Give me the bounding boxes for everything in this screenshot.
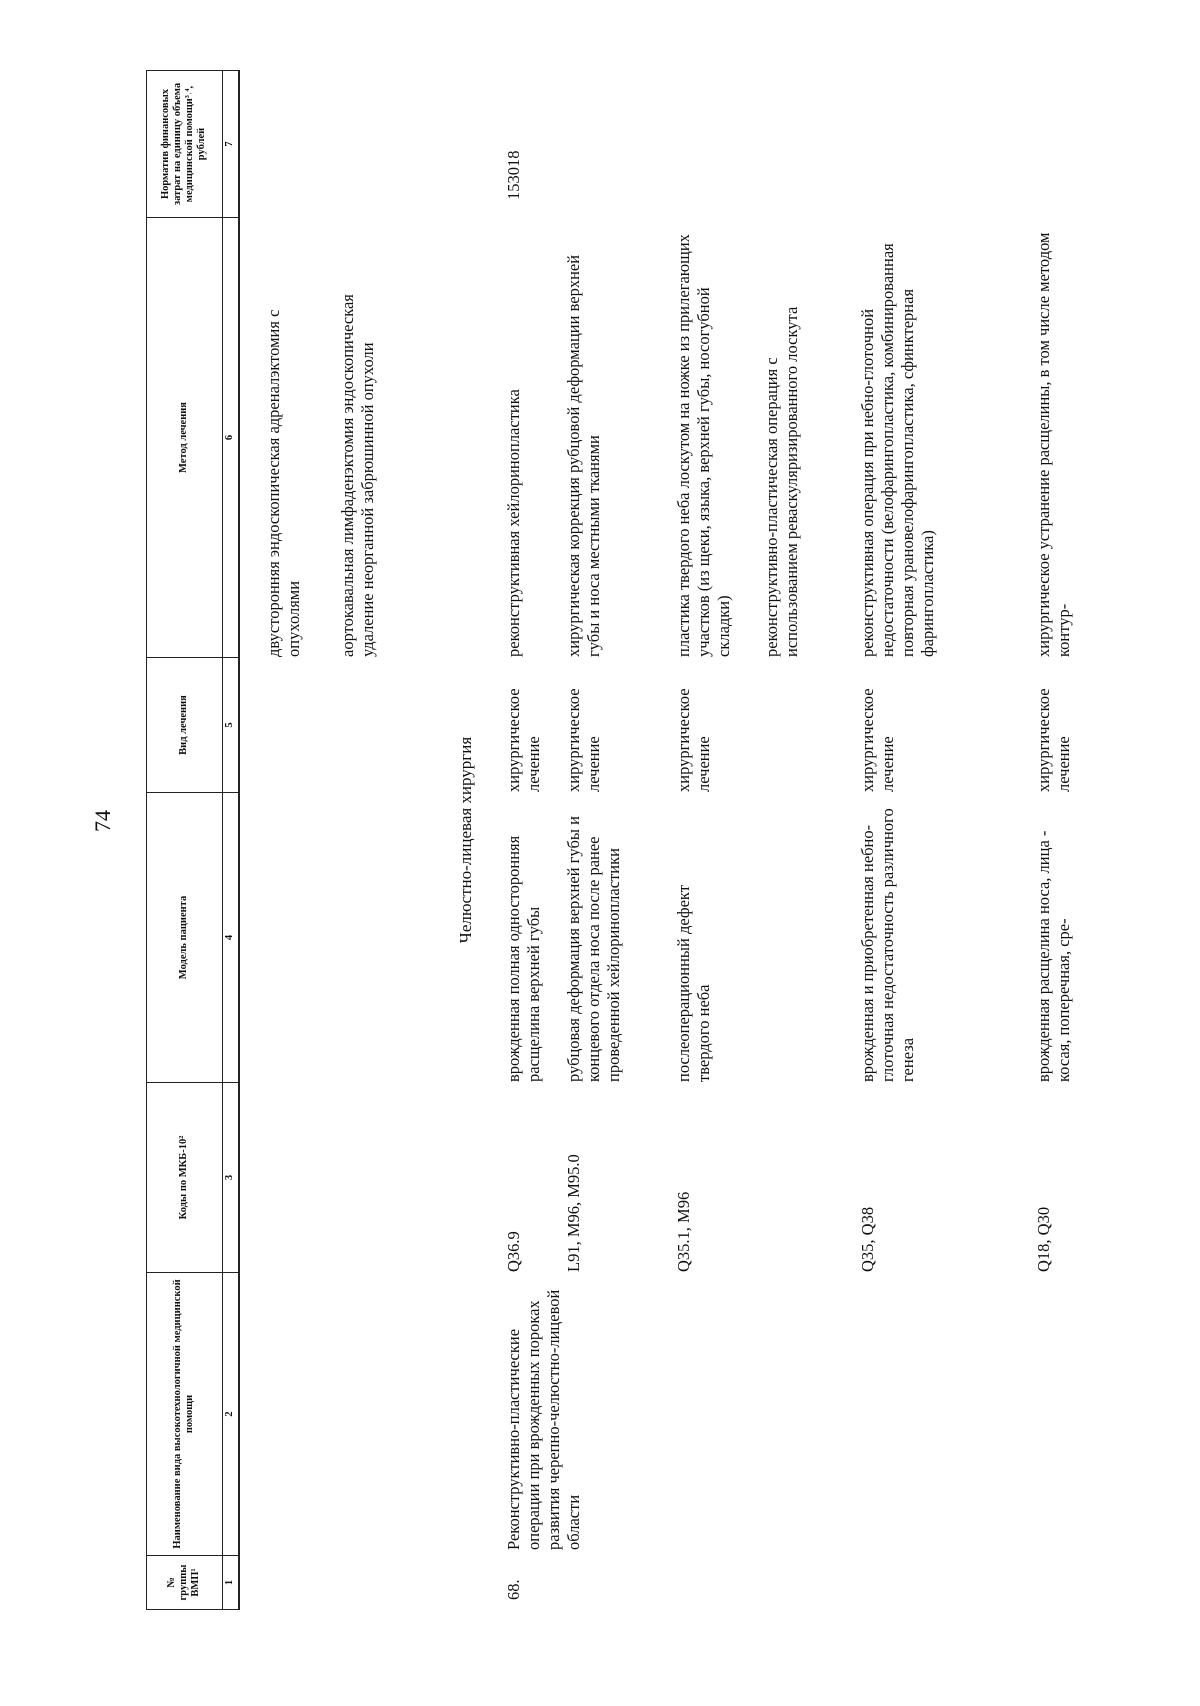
column-number-3: 3	[222, 1082, 238, 1272]
row-1-codes: Q36.9	[504, 1231, 523, 1272]
row-5-type: хирургическое лечение	[1034, 688, 1073, 792]
group-number: 68.	[504, 1579, 523, 1600]
row-1-method-1: реконструктивная хейлоринопластика	[504, 389, 523, 657]
row-3-type: хирургическое лечение	[674, 688, 713, 792]
row-5-codes: Q18, Q30	[1034, 1206, 1053, 1272]
header-treatment-type: Вид лечения	[146, 657, 222, 792]
row-5-method-1: хирургическое устранение расщелины, в том числе методом контур-	[1034, 232, 1073, 657]
row-5-model: врожденная расщелина носа, лица - косая, поперечная, сре-	[1034, 830, 1073, 1082]
column-number-6: 6	[222, 217, 238, 657]
row-3-model: послеоперационный дефект твердого неба	[674, 885, 713, 1082]
column-number-2: 2	[222, 1272, 238, 1555]
row-3-method-1: пластика твердого неба лоскутом на ножке из прилегающих участков (из щеки, языка, верхней губы, носогубной складки)	[674, 234, 733, 657]
header-group-number: № группы ВМП¹	[146, 1555, 222, 1610]
header-care-type-name: Наименование вида высокотехнологичной медицинской помощи	[146, 1272, 222, 1555]
row-3-method-2: реконструктивно-пластическая операция с использованием реваскуляризированного лоскута	[762, 306, 801, 657]
column-number-4: 4	[222, 792, 238, 1082]
cont-method-2: аортокавальная лимфаденэктомия эндоскопическая удаление неорганной забрюшинной опухоли	[338, 294, 377, 657]
section-title: Челюстно-лицевая хирургия	[456, 736, 475, 944]
page-number: 74	[90, 810, 115, 832]
row-4-model: врожденная и приобретенная небно-глоточная недостаточность различного генеза	[858, 808, 917, 1082]
header-icd-codes: Коды по МКБ-10²	[146, 1082, 222, 1272]
row-4-codes: Q35, Q38	[858, 1206, 877, 1272]
row-1-model: врожденная полная односторонняя расщелина верхней губы	[504, 835, 543, 1082]
column-number-1: 1	[222, 1555, 238, 1610]
row-2-codes: L91, M96, M95.0	[564, 1154, 583, 1272]
table-border-bottom	[238, 70, 240, 1610]
row-2-method-1: хирургическая коррекция рубцовой деформации верхней губы и носа местными тканями	[564, 254, 603, 657]
header-treatment-method: Метод лечения	[146, 217, 222, 657]
header-patient-model: Модель пациента	[146, 792, 222, 1082]
cont-method-1: двусторонняя эндоскопическая адреналэктомия с опухолями	[264, 309, 303, 657]
header-cost-norm: Норматив финансовых затрат на единицу объема медицинской помощи³˒⁴, рублей	[146, 70, 222, 217]
rotated-table	[146, 70, 1146, 1610]
row-2-type: хирургическое лечение	[564, 688, 603, 792]
group-cost: 153018	[504, 150, 523, 200]
group-name: Реконструктивно-пластические операции при врожденных пороках развития черепно-челюстно-лицевой области	[504, 1289, 583, 1550]
row-2-model: рубцовая деформация верхней губы и концевого отдела носа после ранее проведенной хейлоринопластики	[564, 816, 623, 1082]
row-4-type: хирургическое лечение	[858, 688, 897, 792]
row-4-method-1: реконструктивная операция при небно-глоточной недостаточности (велофарингопластика, комбинированная повторная урановелофарингопластика, сфинктерная фарингопластика)	[858, 243, 937, 657]
column-number-7: 7	[222, 70, 238, 217]
column-number-5: 5	[222, 657, 238, 792]
row-3-codes: Q35.1, M96	[674, 1191, 693, 1272]
row-1-type: хирургическое лечение	[504, 688, 543, 792]
